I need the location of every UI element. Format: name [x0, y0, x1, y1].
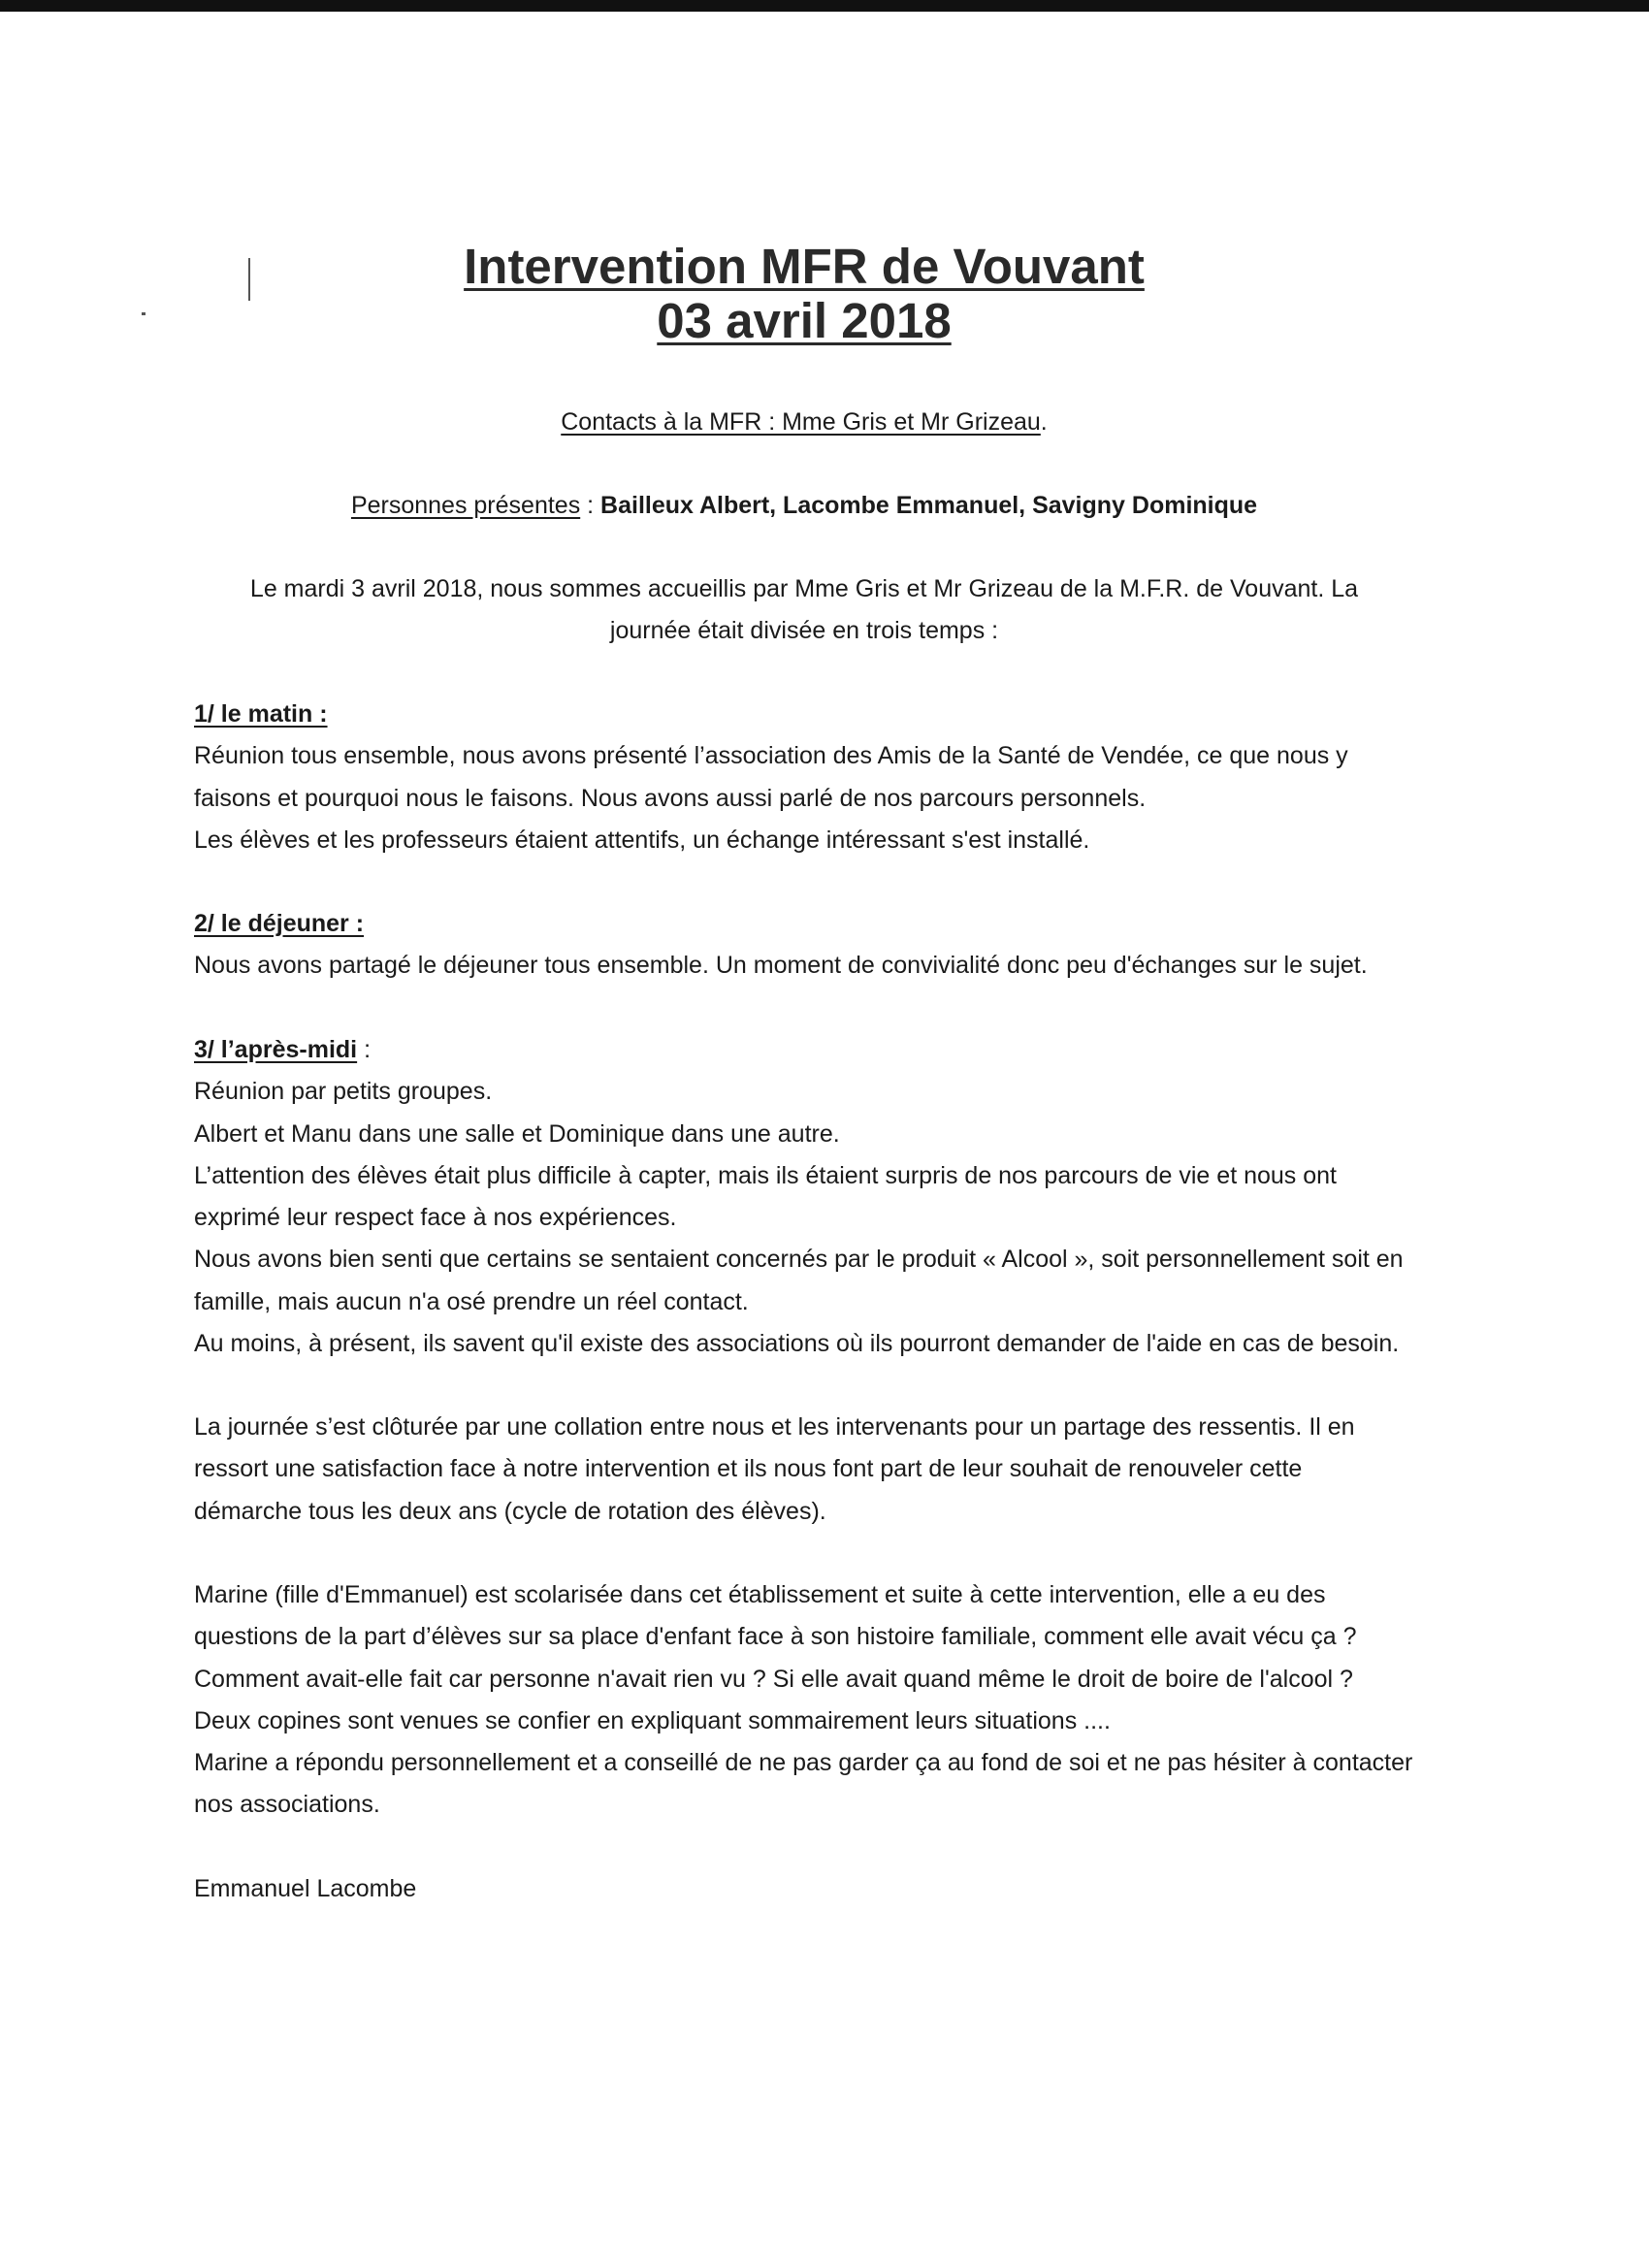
contacts-suffix: . — [1040, 408, 1048, 436]
section-afternoon-line: L’attention des élèves était plus difficile à capter, mais ils étaient surpris de nos parcours de vie et nous ont — [194, 1161, 1337, 1189]
document-date: 03 avril 2018 — [657, 293, 952, 348]
section-lunch-heading: 2/ le déjeuner : — [194, 910, 365, 937]
signature-name: Emmanuel Lacombe — [194, 1875, 417, 1902]
section-afternoon-line: exprimé leur respect face à nos expériences. — [194, 1204, 677, 1232]
section-lunch — [194, 903, 1455, 988]
section-afternoon — [194, 1029, 1455, 1365]
section-afternoon-heading-suffix: : — [357, 1036, 372, 1063]
people-present-separator: : — [580, 492, 601, 519]
marine-line: Comment avait-elle fait car personne n'avait rien vu ? Si elle avait quand même le droit de boire de l'alcool ? — [194, 1665, 1353, 1693]
marine-line: Deux copines sont venues se confier en expliquant sommairement leurs situations .... — [194, 1706, 1111, 1734]
closing-line: La journée s’est clôturée par une collation entre nous et les intervenants pour un partage des ressentis. Il en — [194, 1413, 1355, 1441]
section-afternoon-line: Réunion par petits groupes. — [194, 1078, 493, 1106]
marine-line: Marine a répondu personnellement et a conseillé de ne pas garder ça au fond de soi et ne pas hésiter à contacter — [194, 1749, 1413, 1777]
section-morning — [194, 694, 1455, 861]
closing-line: ressort une satisfaction face à notre intervention et ils nous font part de leur souhait de renouveler cette — [194, 1455, 1303, 1483]
signature — [194, 1868, 1455, 1910]
section-morning-heading: 1/ le matin : — [194, 700, 328, 728]
contacts-label: Contacts à la MFR : Mme Gris et Mr Grizeau — [561, 408, 1041, 436]
section-afternoon-heading: 3/ l’après-midi — [194, 1036, 358, 1063]
section-morning-line: faisons et pourquoi nous le faisons. Nous avons aussi parlé de nos parcours personnels. — [194, 784, 1147, 812]
people-present-label: Personnes présentes — [350, 492, 581, 519]
closing-line: démarche tous les deux ans (cycle de rotation des élèves). — [194, 1497, 826, 1525]
closing-paragraph — [194, 1407, 1455, 1533]
marine-line: Marine (fille d'Emmanuel) est scolarisée dans cet établissement et suite à cette intervention, elle a eu des — [194, 1581, 1326, 1608]
intro-paragraph: Le mardi 3 avril 2018, nous sommes accueillis par Mme Gris et Mr Grizeau de la M.F.R. de Vouvant. La journée était divisée en trois temps : — [249, 575, 1359, 644]
section-afternoon-line: Au moins, à présent, ils savent qu'il existe des associations où ils pourront demander de l'aide en cas de besoin. — [194, 1330, 1400, 1358]
section-afternoon-heading-line — [194, 1029, 1455, 1071]
marine-line: nos associations. — [194, 1791, 380, 1819]
section-lunch-line: Nous avons partagé le déjeuner tous ensemble. Un moment de convivialité donc peu d'échanges sur le sujet. — [194, 952, 1368, 980]
section-morning-line: Réunion tous ensemble, nous avons présenté l’association des Amis de la Santé de Vendée, ce que nous y — [194, 742, 1348, 770]
people-present-line — [0, 485, 1608, 527]
section-afternoon-line: Albert et Manu dans une salle et Dominique dans une autre. — [194, 1119, 840, 1148]
section-afternoon-line: Nous avons bien senti que certains se sentaient concernés par le produit « Alcool », soit personnellement soit en — [194, 1246, 1404, 1274]
section-afternoon-line: famille, mais aucun n'a osé prendre un réel contact. — [194, 1287, 749, 1315]
section-morning-line: Les élèves et les professeurs étaient attentifs, un échange intéressant s'est installé. — [194, 826, 1090, 854]
people-present-names: Bailleux Albert, Lacombe Emmanuel, Savigny Dominique — [600, 492, 1258, 519]
marine-paragraph — [194, 1574, 1455, 1827]
marine-line: questions de la part d’élèves sur sa place d'enfant face à son histoire familiale, comment elle avait vécu ça ? — [194, 1623, 1357, 1651]
document-title: Intervention MFR de Vouvant — [464, 239, 1145, 294]
contacts-line — [0, 402, 1608, 443]
